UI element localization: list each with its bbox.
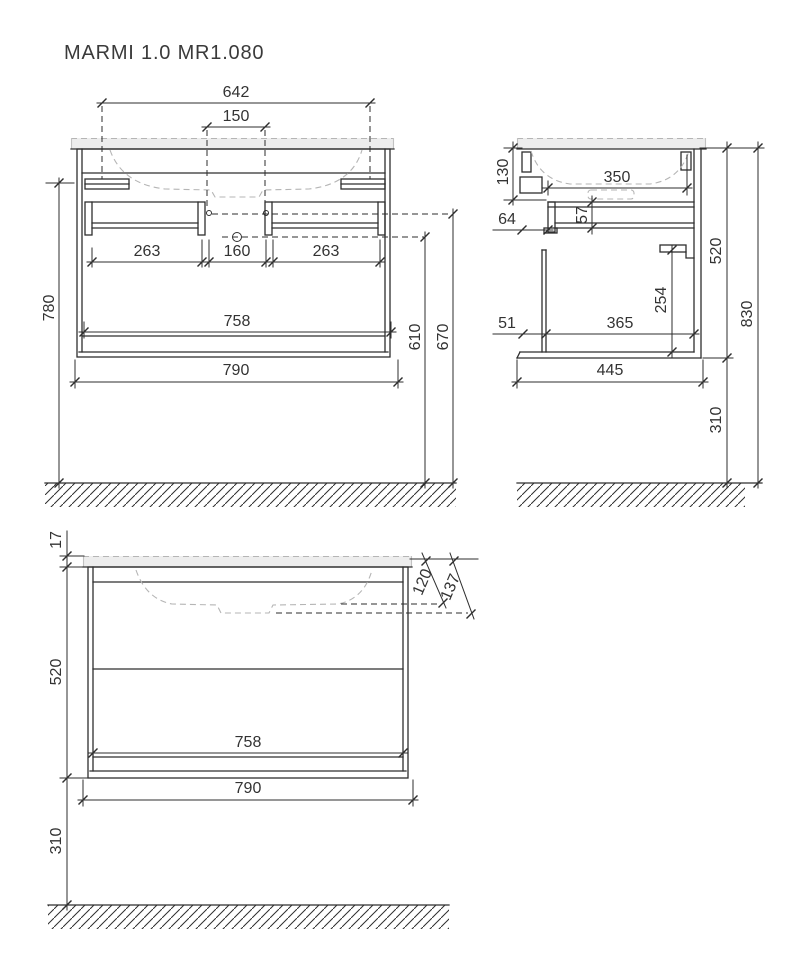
bottom-dim-310: 310 <box>48 827 65 855</box>
front-dim-150: 150 <box>222 108 250 125</box>
side-dim-51: 51 <box>498 315 516 332</box>
bottom-view <box>48 531 478 929</box>
front-dim-263-left: 263 <box>133 243 161 260</box>
bottom-dimensions <box>48 531 478 910</box>
side-dim-310: 310 <box>708 406 725 434</box>
side-dim-57: 57 <box>574 206 591 224</box>
bottom-countertop <box>83 556 412 567</box>
bottom-dim-120: 120 <box>409 566 436 598</box>
bottom-dim-758: 758 <box>234 734 262 751</box>
side-dim-365: 365 <box>606 315 634 332</box>
side-dim-445: 445 <box>596 362 624 379</box>
side-basin-recess <box>588 190 634 199</box>
bottom-ground <box>48 905 449 929</box>
drawing-title: MARMI 1.0 MR1.080 <box>64 42 265 64</box>
side-hanger-block <box>520 177 542 193</box>
side-front-bracket <box>681 152 691 170</box>
bottom-dim-17: 17 <box>48 531 65 549</box>
side-countertop <box>517 138 706 149</box>
side-rail <box>544 202 694 233</box>
side-dim-350: 350 <box>603 169 631 186</box>
front-dim-670: 670 <box>435 323 452 351</box>
front-tap-hole-left <box>207 211 212 216</box>
bottom-dim-790: 790 <box>234 780 262 797</box>
front-ground <box>45 483 456 507</box>
front-dim-780: 780 <box>41 294 58 322</box>
side-dim-254: 254 <box>653 286 670 314</box>
bottom-dim-137: 137 <box>437 571 464 603</box>
front-dim-790: 790 <box>222 362 250 379</box>
front-left-rail <box>85 202 205 235</box>
front-dim-642: 642 <box>222 84 250 101</box>
front-dim-160: 160 <box>223 243 251 260</box>
front-view <box>41 84 458 507</box>
side-dim-64: 64 <box>498 211 516 228</box>
side-dim-830: 830 <box>739 300 756 328</box>
side-dim-130: 130 <box>495 158 512 186</box>
front-dim-263-right: 263 <box>312 243 340 260</box>
side-view <box>493 138 764 507</box>
side-wall-bracket <box>522 152 531 172</box>
side-dim-520: 520 <box>708 237 725 265</box>
bottom-basin-outline <box>136 570 372 613</box>
front-dim-610: 610 <box>407 323 424 351</box>
front-dim-758: 758 <box>223 313 251 330</box>
front-tap-hole-right <box>264 211 269 216</box>
front-countertop <box>71 138 394 149</box>
side-ground <box>517 483 762 507</box>
front-right-rail <box>265 202 385 235</box>
bottom-dim-520: 520 <box>48 658 65 686</box>
front-centerlines <box>102 106 450 242</box>
bottom-basin-leaders <box>276 604 468 613</box>
side-dimensions <box>493 142 764 488</box>
